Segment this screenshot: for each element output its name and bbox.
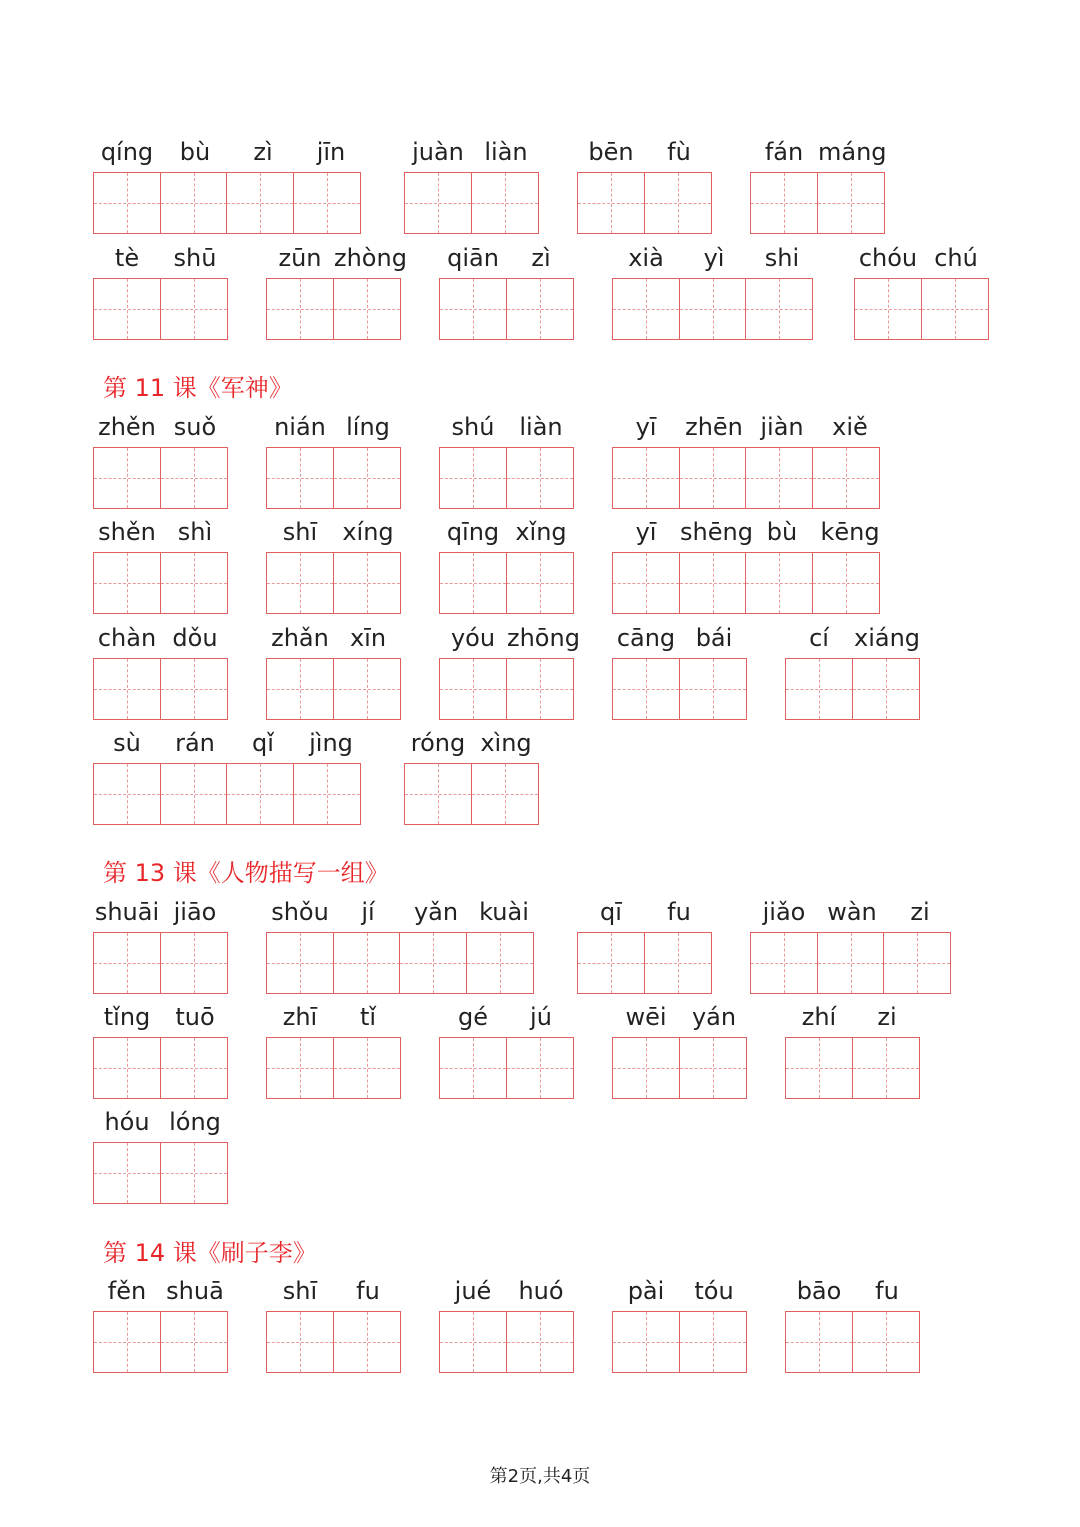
tian-zi-box <box>745 278 813 340</box>
tian-zi-box <box>333 658 401 720</box>
tian-zi-box <box>266 278 334 340</box>
pinyin-label: juàn liàn <box>412 138 528 166</box>
writing-grid[interactable] <box>612 1311 745 1373</box>
tian-zi-box <box>506 658 574 720</box>
pinyin-label: fěn shuā <box>107 1277 224 1305</box>
tian-zi-box <box>612 1311 680 1373</box>
tian-zi-box <box>471 763 539 825</box>
pinyin-label: wēi yán <box>625 1003 737 1031</box>
tian-zi-box <box>612 658 680 720</box>
tian-zi-box <box>333 278 401 340</box>
pinyin-label: zhǎn xīn <box>271 624 387 652</box>
tian-zi-box <box>852 1037 920 1099</box>
tian-zi-box <box>471 172 539 234</box>
pinyin-label: róng xìng <box>410 729 532 757</box>
writing-grid[interactable] <box>612 447 878 509</box>
writing-grid[interactable] <box>439 1037 572 1099</box>
pinyin-label: shú liàn <box>451 413 563 441</box>
pinyin-label: cāng bái <box>616 624 733 652</box>
writing-grid[interactable] <box>439 552 572 614</box>
tian-zi-box <box>333 1037 401 1099</box>
tian-zi-box <box>93 172 161 234</box>
writing-grid[interactable] <box>612 658 745 720</box>
tian-zi-box <box>439 1311 507 1373</box>
tian-zi-box <box>333 552 401 614</box>
tian-zi-box <box>506 447 574 509</box>
pinyin-label: nián líng <box>274 413 390 441</box>
pinyin-label: shī xíng <box>282 518 394 546</box>
tian-zi-box <box>439 658 507 720</box>
tian-zi-box <box>612 447 680 509</box>
tian-zi-box <box>226 763 294 825</box>
pinyin-label: pài tóu <box>627 1277 734 1305</box>
tian-zi-box <box>226 172 294 234</box>
pinyin-label: shěn shì <box>98 518 213 546</box>
pinyin-label: fán máng <box>764 138 887 166</box>
tian-zi-box <box>612 552 680 614</box>
tian-zi-box <box>679 447 747 509</box>
tian-zi-box <box>817 932 885 994</box>
tian-zi-box <box>679 1311 747 1373</box>
tian-zi-box <box>160 278 228 340</box>
writing-grid[interactable] <box>93 278 226 340</box>
tian-zi-box <box>93 763 161 825</box>
tian-zi-box <box>745 447 813 509</box>
pinyin-label: zhí zi <box>801 1003 897 1031</box>
tian-zi-box <box>160 1142 228 1204</box>
tian-zi-box <box>399 932 467 994</box>
writing-grid[interactable] <box>93 932 226 994</box>
tian-zi-box <box>404 172 472 234</box>
pinyin-label: jué huó <box>454 1277 564 1305</box>
pinyin-label: zūn zhòng <box>278 244 407 272</box>
tian-zi-box <box>679 658 747 720</box>
tian-zi-box <box>93 658 161 720</box>
writing-grid[interactable] <box>404 172 537 234</box>
pinyin-label: shuāi jiāo <box>94 898 217 926</box>
writing-grid[interactable] <box>577 932 710 994</box>
tian-zi-box <box>404 763 472 825</box>
tian-zi-box <box>93 932 161 994</box>
tian-zi-box <box>333 447 401 509</box>
tian-zi-box <box>266 1037 334 1099</box>
pinyin-label: jiǎo wàn zi <box>762 898 930 926</box>
pinyin-label: qīng xǐng <box>446 518 567 546</box>
pinyin-label: tǐng tuō <box>103 1003 215 1031</box>
writing-grid[interactable] <box>266 1037 399 1099</box>
tian-zi-box <box>266 658 334 720</box>
tian-zi-box <box>785 1311 853 1373</box>
tian-zi-box <box>266 932 334 994</box>
tian-zi-box <box>612 278 680 340</box>
pinyin-label: sù rán qǐ jìng <box>113 729 353 757</box>
tian-zi-box <box>93 552 161 614</box>
tian-zi-box <box>160 172 228 234</box>
writing-grid[interactable] <box>439 278 572 340</box>
pinyin-label: cí xiáng <box>809 624 921 652</box>
tian-zi-box <box>160 763 228 825</box>
tian-zi-box <box>266 1311 334 1373</box>
tian-zi-box <box>439 1037 507 1099</box>
tian-zi-box <box>160 447 228 509</box>
pinyin-label: chàn dǒu <box>97 624 218 652</box>
lesson-heading: 第 13 课《人物描写一组》 <box>103 859 389 887</box>
lesson-heading: 第 14 课《刷子李》 <box>103 1239 317 1267</box>
writing-grid[interactable] <box>266 278 399 340</box>
writing-grid[interactable] <box>93 447 226 509</box>
pinyin-label: zhī tǐ <box>282 1003 377 1031</box>
tian-zi-box <box>852 658 920 720</box>
tian-zi-box <box>750 932 818 994</box>
tian-zi-box <box>93 447 161 509</box>
writing-grid[interactable] <box>785 658 918 720</box>
writing-grid[interactable] <box>439 1311 572 1373</box>
tian-zi-box <box>577 932 645 994</box>
writing-grid[interactable] <box>93 172 359 234</box>
writing-grid[interactable] <box>577 172 710 234</box>
tian-zi-box <box>785 658 853 720</box>
tian-zi-box <box>577 172 645 234</box>
writing-grid[interactable] <box>93 552 226 614</box>
tian-zi-box <box>644 172 712 234</box>
tian-zi-box <box>266 447 334 509</box>
tian-zi-box <box>266 552 334 614</box>
tian-zi-box <box>439 552 507 614</box>
tian-zi-box <box>817 172 885 234</box>
writing-grid[interactable] <box>266 552 399 614</box>
tian-zi-box <box>750 172 818 234</box>
writing-grid[interactable] <box>785 1037 918 1099</box>
tian-zi-box <box>785 1037 853 1099</box>
pinyin-label: hóu lóng <box>104 1108 221 1136</box>
tian-zi-box <box>333 1311 401 1373</box>
tian-zi-box <box>93 1037 161 1099</box>
page-number: 第2页,共4页 <box>489 1466 591 1487</box>
tian-zi-box <box>612 1037 680 1099</box>
lesson-heading: 第 11 课《军神》 <box>103 374 293 402</box>
writing-grid[interactable] <box>266 932 532 994</box>
tian-zi-box <box>679 278 747 340</box>
tian-zi-box <box>93 1142 161 1204</box>
writing-grid[interactable] <box>785 1311 918 1373</box>
writing-grid[interactable] <box>439 447 572 509</box>
writing-grid[interactable] <box>612 278 812 340</box>
tian-zi-box <box>506 1037 574 1099</box>
pinyin-label: bēn fù <box>588 138 691 166</box>
tian-zi-box <box>93 1311 161 1373</box>
pinyin-label: yóu zhōng <box>450 624 580 652</box>
tian-zi-box <box>293 763 361 825</box>
tian-zi-box <box>679 552 747 614</box>
tian-zi-box <box>812 552 880 614</box>
writing-grid[interactable] <box>439 658 572 720</box>
writing-grid[interactable] <box>93 658 226 720</box>
tian-zi-box <box>852 1311 920 1373</box>
tian-zi-box <box>439 447 507 509</box>
tian-zi-box <box>293 172 361 234</box>
tian-zi-box <box>883 932 951 994</box>
writing-grid[interactable] <box>93 763 359 825</box>
tian-zi-box <box>506 552 574 614</box>
tian-zi-box <box>160 1311 228 1373</box>
writing-grid[interactable] <box>750 172 883 234</box>
pinyin-label: tè shū <box>114 244 217 272</box>
writing-grid[interactable] <box>93 1311 226 1373</box>
tian-zi-box <box>160 658 228 720</box>
writing-grid[interactable] <box>266 1311 399 1373</box>
tian-zi-box <box>679 1037 747 1099</box>
pinyin-label: gé jú <box>458 1003 552 1031</box>
pinyin-label: xià yì shi <box>628 244 800 272</box>
tian-zi-box <box>93 278 161 340</box>
pinyin-label: qiān zì <box>447 244 551 272</box>
tian-zi-box <box>812 447 880 509</box>
writing-grid[interactable] <box>93 1037 226 1099</box>
pinyin-label: yī zhēn jiàn xiě <box>635 413 868 441</box>
writing-grid[interactable] <box>93 1142 226 1204</box>
tian-zi-box <box>160 552 228 614</box>
pinyin-label: bāo fu <box>796 1277 899 1305</box>
tian-zi-box <box>854 278 922 340</box>
tian-zi-box <box>921 278 989 340</box>
tian-zi-box <box>160 932 228 994</box>
tian-zi-box <box>160 1037 228 1099</box>
writing-grid[interactable] <box>750 932 950 994</box>
pinyin-label: shī fu <box>282 1277 380 1305</box>
tian-zi-box <box>506 1311 574 1373</box>
tian-zi-box <box>644 932 712 994</box>
pinyin-label: yī shēng bù kēng <box>635 518 880 546</box>
writing-grid[interactable] <box>266 658 399 720</box>
tian-zi-box <box>439 278 507 340</box>
pinyin-label: chóu chú <box>858 244 978 272</box>
tian-zi-box <box>333 932 401 994</box>
writing-grid[interactable] <box>404 763 537 825</box>
pinyin-label: shǒu jí yǎn kuài <box>271 898 529 926</box>
writing-grid[interactable] <box>266 447 399 509</box>
pinyin-label: qíng bù zì jīn <box>100 138 346 166</box>
pinyin-label: qī fu <box>600 898 691 926</box>
tian-zi-box <box>506 278 574 340</box>
writing-grid[interactable] <box>612 552 878 614</box>
tian-zi-box <box>466 932 534 994</box>
pinyin-label: zhěn suǒ <box>98 413 217 441</box>
tian-zi-box <box>745 552 813 614</box>
writing-grid[interactable] <box>612 1037 745 1099</box>
writing-grid[interactable] <box>854 278 987 340</box>
